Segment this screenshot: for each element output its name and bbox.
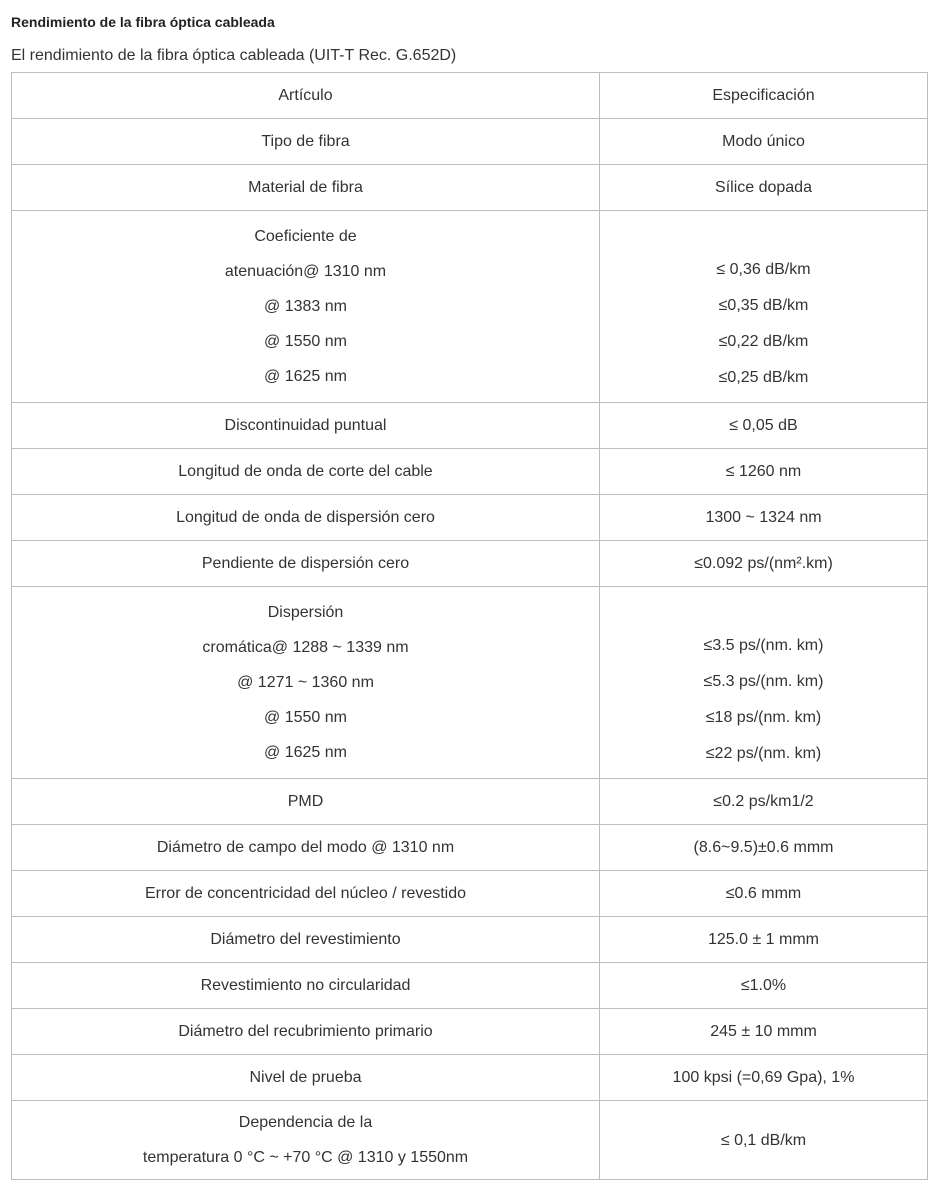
spec-line: Sílice dopada xyxy=(715,179,812,196)
cell-item xyxy=(12,1101,600,1180)
item-line: Error de concentricidad del núcleo / revestido xyxy=(144,885,467,902)
spec-line: 1300 ~ 1324 nm xyxy=(705,509,822,526)
cell-item xyxy=(12,963,600,1009)
table-row xyxy=(12,871,928,917)
item-line: Longitud de onda de corte del cable xyxy=(178,463,433,480)
spec-line: 245 ± 10 mmm xyxy=(710,1023,817,1040)
cell-spec xyxy=(600,779,928,825)
cell-spec xyxy=(600,403,928,449)
cell-spec xyxy=(600,917,928,963)
section-heading: Rendimiento de la fibra óptica cableada xyxy=(11,14,275,30)
spec-line: ≤0,22 dB/km xyxy=(718,333,809,350)
table-row xyxy=(12,403,928,449)
cell-item xyxy=(12,119,600,165)
cell-spec xyxy=(600,587,928,779)
item-line: PMD xyxy=(287,793,324,810)
cell-spec xyxy=(600,495,928,541)
cell-item xyxy=(12,211,600,403)
header-item-label: Artículo xyxy=(278,87,333,104)
spec-line: ≤0.092 ps/(nm².km) xyxy=(694,555,833,572)
table-row xyxy=(12,165,928,211)
table-row xyxy=(12,1009,928,1055)
item-line: Dependencia de la xyxy=(238,1114,373,1131)
cell-item xyxy=(12,871,600,917)
item-line: @ 1383 nm xyxy=(264,298,347,315)
item-line: Dispersión xyxy=(267,604,344,621)
spec-line: ≤0.6 mmm xyxy=(725,885,802,902)
spec-line: ≤ 0,05 dB xyxy=(729,417,798,434)
cell-spec xyxy=(600,119,928,165)
cell-spec xyxy=(600,1101,928,1180)
item-line: Diámetro de campo del modo @ 1310 nm xyxy=(156,839,455,856)
item-line: Revestimiento no circularidad xyxy=(200,977,411,994)
header-spec xyxy=(600,73,928,119)
cell-spec xyxy=(600,541,928,587)
cell-item xyxy=(12,165,600,211)
cell-item xyxy=(12,1055,600,1101)
spec-line: Modo único xyxy=(722,133,805,150)
item-line: @ 1550 nm xyxy=(264,709,347,726)
cell-spec xyxy=(600,1055,928,1101)
item-line: @ 1625 nm xyxy=(264,368,347,385)
item-line: @ 1271 ~ 1360 nm xyxy=(237,674,374,691)
spec-line: ≤0,35 dB/km xyxy=(718,297,809,314)
spec-line: ≤ 0,36 dB/km xyxy=(716,261,811,278)
spec-line: ≤0.2 ps/km1/2 xyxy=(713,793,814,810)
item-line: @ 1625 nm xyxy=(264,744,347,761)
cell-item xyxy=(12,403,600,449)
item-line: Coeficiente de xyxy=(254,228,357,245)
item-line: Diámetro del revestimiento xyxy=(210,931,401,948)
item-line: Longitud de onda de dispersión cero xyxy=(176,509,435,526)
header-spec-label: Especificación xyxy=(712,87,815,104)
table-header-row xyxy=(12,73,928,119)
item-line: Discontinuidad puntual xyxy=(224,417,387,434)
cell-spec xyxy=(600,871,928,917)
table-row xyxy=(12,587,928,779)
cell-spec xyxy=(600,211,928,403)
table-body xyxy=(12,73,928,1180)
cell-spec xyxy=(600,449,928,495)
spec-line: 100 kpsi (=0,69 Gpa), 1% xyxy=(672,1069,855,1086)
cell-item xyxy=(12,1009,600,1055)
table-row xyxy=(12,211,928,403)
item-line: cromática@ 1288 ~ 1339 nm xyxy=(202,639,409,656)
table-row xyxy=(12,963,928,1009)
spec-line: ≤ 0,1 dB/km xyxy=(720,1131,807,1149)
spec-line: ≤ 1260 nm xyxy=(725,463,802,480)
cell-spec xyxy=(600,963,928,1009)
table-caption: El rendimiento de la fibra óptica cableada (UIT-T Rec. G.652D) xyxy=(11,47,457,64)
spec-line: ≤18 ps/(nm. km) xyxy=(705,709,822,726)
spec-line: ≤1.0% xyxy=(740,977,787,994)
cell-item xyxy=(12,449,600,495)
cell-item xyxy=(12,541,600,587)
cell-spec xyxy=(600,825,928,871)
item-line: Diámetro del recubrimiento primario xyxy=(178,1023,433,1040)
spec-line: (8.6~9.5)±0.6 mmm xyxy=(693,839,834,856)
table-row xyxy=(12,779,928,825)
table-row xyxy=(12,449,928,495)
table-row xyxy=(12,917,928,963)
spec-line: ≤22 ps/(nm. km) xyxy=(705,745,822,762)
table-row xyxy=(12,495,928,541)
item-line: Material de fibra xyxy=(248,179,363,196)
cell-item xyxy=(12,495,600,541)
fiber-performance-table xyxy=(11,72,928,1180)
spec-line: ≤0,25 dB/km xyxy=(718,369,809,386)
cell-item xyxy=(12,779,600,825)
item-line: @ 1550 nm xyxy=(264,333,347,350)
item-line: Nivel de prueba xyxy=(249,1069,362,1086)
item-line: atenuación@ 1310 nm xyxy=(224,263,387,280)
table-row xyxy=(12,119,928,165)
cell-spec xyxy=(600,1009,928,1055)
spec-line: ≤3.5 ps/(nm. km) xyxy=(703,637,824,654)
item-line: temperatura 0 °C ~ +70 °C @ 1310 y 1550nm xyxy=(142,1149,469,1166)
cell-spec xyxy=(600,165,928,211)
cell-item xyxy=(12,825,600,871)
table-row xyxy=(12,1055,928,1101)
item-line: Pendiente de dispersión cero xyxy=(201,555,410,572)
table-row xyxy=(12,541,928,587)
cell-item xyxy=(12,587,600,779)
table-row xyxy=(12,825,928,871)
spec-line: ≤5.3 ps/(nm. km) xyxy=(703,673,824,690)
cell-item xyxy=(12,917,600,963)
spec-line: 125.0 ± 1 mmm xyxy=(707,931,820,948)
header-item xyxy=(12,73,600,119)
item-line: Tipo de fibra xyxy=(261,133,350,150)
table-row xyxy=(12,1101,928,1180)
